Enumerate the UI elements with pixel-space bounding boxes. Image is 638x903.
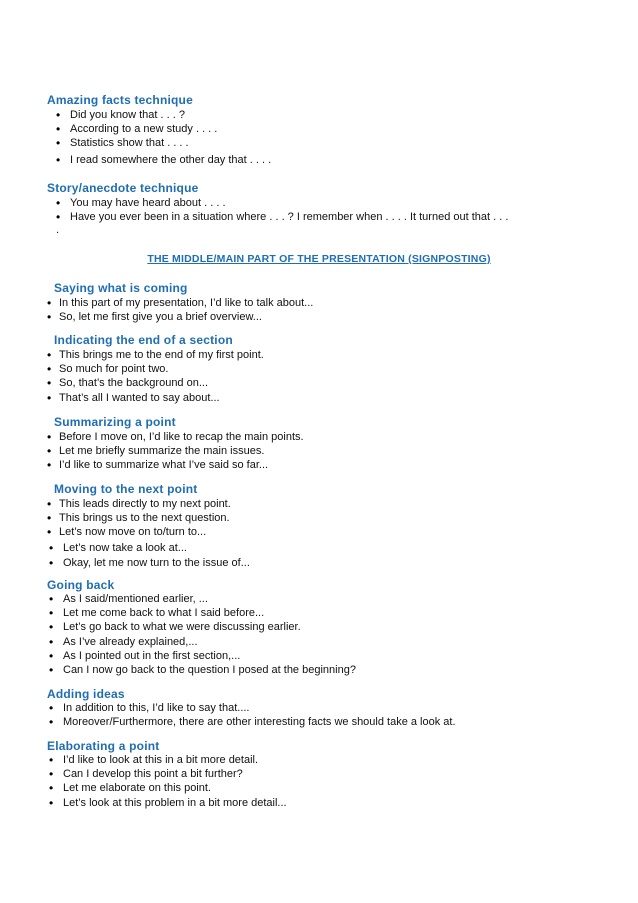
list-item: • Okay, let me now turn to the issue of...: [47, 556, 250, 570]
summarizing-section: [47, 415, 304, 473]
list-item: • Did you know that . . . ?: [47, 108, 271, 122]
section-heading: Indicating the end of a section: [54, 333, 233, 347]
list-item: • I’d like to look at this in a bit more detail.: [47, 753, 287, 767]
list-item: • I’d like to summarize what I’ve said so far...: [47, 458, 304, 472]
list-item: • Let’s go back to what we were discussing earlier.: [47, 620, 356, 634]
list-item: • Let me come back to what I said before...: [47, 606, 356, 620]
section-heading: Saying what is coming: [54, 281, 188, 295]
indicating-section: [47, 333, 264, 405]
list-item: • Have you ever been in a situation where . . . ? I remember when . . . . It turned out that . . .: [47, 210, 508, 224]
bullet-list: [47, 541, 250, 570]
section-heading: Going back: [47, 578, 115, 592]
list-item: • Let’s look at this problem in a bit more detail...: [47, 796, 287, 810]
section-heading: Elaborating a point: [47, 739, 160, 753]
list-item: • So much for point two.: [47, 362, 264, 376]
list-item: • As I pointed out in the first section,...: [47, 649, 356, 663]
section-heading: Moving to the next point: [54, 482, 198, 496]
moving-section: [47, 482, 250, 570]
bullet-list: [47, 430, 304, 473]
list-item: • Can I develop this point a bit further?: [47, 767, 287, 781]
list-item: • According to a new study . . . .: [47, 122, 271, 136]
middle-part-title: THE MIDDLE/MAIN PART OF THE PRESENTATION (SIGNPOSTING): [147, 253, 491, 265]
list-item: • Let’s now move on to/turn to...: [47, 525, 250, 539]
section-heading: Adding ideas: [47, 687, 125, 701]
list-item: • Before I move on, I’d like to recap the main points.: [47, 430, 304, 444]
list-item: • You may have heard about . . . .: [47, 196, 508, 210]
list-item: • So, that’s the background on...: [47, 376, 264, 390]
bullet-list: [47, 296, 313, 324]
bullet-list: [47, 497, 250, 540]
list-item: • Moreover/Furthermore, there are other interesting facts we should take a look at.: [47, 715, 456, 729]
section-heading: Story/anecdote technique: [47, 181, 199, 195]
list-item: • Statistics show that . . . .: [47, 136, 271, 150]
list-item: • In this part of my presentation, I’d like to talk about...: [47, 296, 313, 310]
list-item: • As I’ve already explained,...: [47, 635, 356, 649]
bullet-list: [47, 701, 456, 729]
list-item: • Can I now go back to the question I posed at the beginning?: [47, 663, 356, 677]
trailing-dot: .: [56, 224, 60, 237]
saying-section: [47, 281, 313, 324]
list-item: • In addition to this, I’d like to say that....: [47, 701, 456, 715]
section-heading: Summarizing a point: [54, 415, 176, 429]
bullet-list: [47, 196, 508, 224]
amazing-facts-section: [47, 93, 271, 167]
bullet-list: [47, 348, 264, 405]
list-item: • This brings us to the next question.: [47, 511, 250, 525]
going-back-section: [47, 578, 356, 677]
bullet-list: [47, 753, 287, 810]
list-item: • As I said/mentioned earlier, ...: [47, 592, 356, 606]
list-item: • This brings me to the end of my first point.: [47, 348, 264, 362]
list-item: • That’s all I wanted to say about...: [47, 391, 264, 405]
list-item: • I read somewhere the other day that . . . .: [47, 153, 271, 167]
list-item: • This leads directly to my next point.: [47, 497, 250, 511]
list-item: • Let me elaborate on this point.: [47, 781, 287, 795]
adding-ideas-section: [47, 687, 456, 729]
section-heading: Amazing facts technique: [47, 93, 193, 107]
list-item: • Let me briefly summarize the main issues.: [47, 444, 304, 458]
list-item: • Let’s now take a look at...: [47, 541, 250, 555]
list-item: • So, let me first give you a brief overview...: [47, 310, 313, 324]
elaborating-section: [47, 739, 287, 810]
bullet-list: [47, 108, 271, 167]
story-anecdote-section: [47, 181, 508, 236]
bullet-list: [47, 592, 356, 677]
